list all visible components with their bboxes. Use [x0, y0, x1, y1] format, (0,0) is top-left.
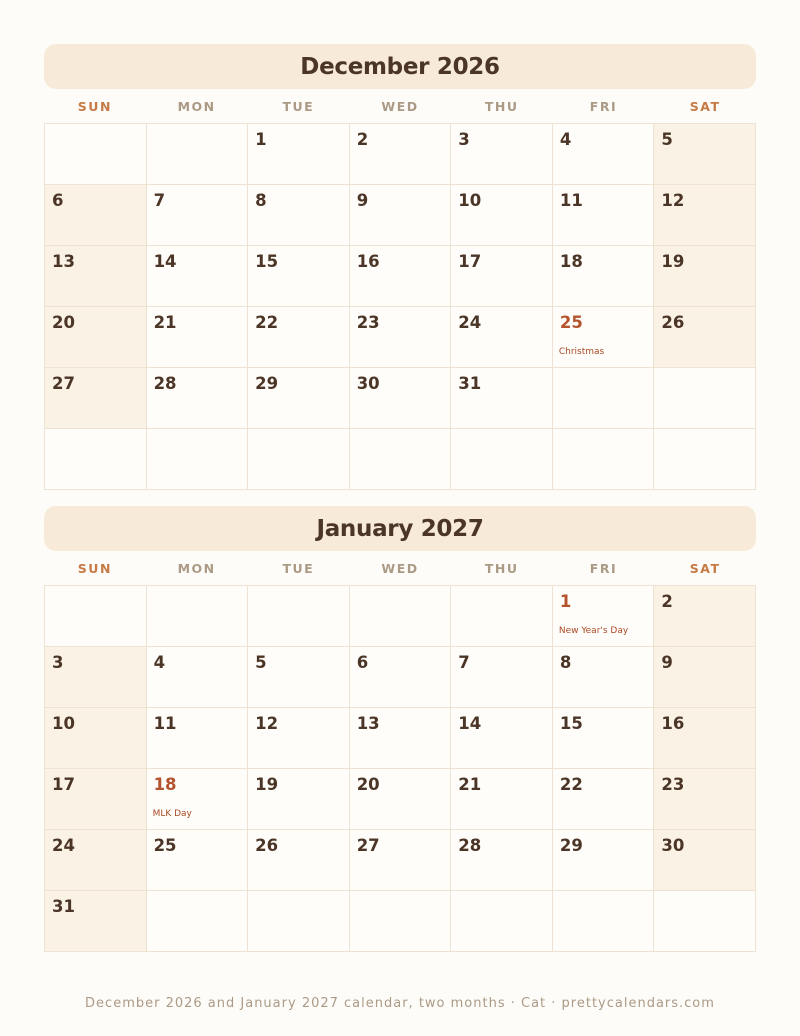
day-number: 20 [52, 313, 75, 332]
weekday-label: SUN [77, 98, 112, 114]
day-cell [147, 708, 249, 769]
day-cell [248, 368, 350, 429]
day-number: 7 [153, 191, 166, 210]
day-cell [45, 307, 147, 368]
day-cell [350, 830, 452, 891]
empty-day-cell [451, 429, 553, 490]
day-cell [451, 124, 553, 185]
day-cell [45, 708, 147, 769]
weekday-label: WED [381, 98, 419, 114]
empty-day-cell [451, 891, 553, 952]
empty-day-cell [248, 586, 350, 647]
day-number: 24 [458, 313, 482, 332]
day-cell [45, 246, 147, 307]
day-cell [45, 830, 147, 891]
day-number: 2 [661, 592, 673, 611]
holiday-label: New Year's Day [558, 626, 629, 636]
day-number: 11 [559, 191, 583, 210]
day-cell [45, 769, 147, 830]
day-cell [350, 769, 452, 830]
day-number: 21 [458, 775, 482, 794]
day-number: 10 [458, 191, 482, 210]
day-number: 3 [52, 653, 64, 672]
day-number: 22 [255, 313, 279, 332]
day-number: 30 [661, 836, 685, 855]
day-cell [451, 769, 553, 830]
weekday-label: SAT [689, 560, 721, 576]
day-number: 18 [559, 252, 583, 271]
day-number: 31 [458, 374, 482, 393]
day-number: 5 [255, 653, 267, 672]
footer-caption: December 2026 and January 2027 calendar, two months · Cat · prettycalendars.com [85, 996, 715, 1011]
month-title: January 2027 [316, 515, 484, 542]
day-cell [147, 647, 249, 708]
weekday-label: TUE [282, 98, 315, 114]
day-cell [248, 246, 350, 307]
day-number: 24 [52, 836, 75, 855]
day-number: 19 [255, 775, 279, 794]
day-cell [350, 368, 452, 429]
empty-day-cell [553, 429, 655, 490]
day-cell [553, 124, 655, 185]
day-number: 12 [255, 714, 279, 733]
day-cell [654, 124, 756, 185]
day-number: 14 [153, 252, 177, 271]
weekday-label: MON [177, 560, 216, 576]
day-number: 16 [356, 252, 380, 271]
day-number: 6 [52, 191, 64, 210]
day-number: 5 [661, 130, 673, 149]
day-number: 7 [458, 653, 470, 672]
empty-day-cell [147, 891, 249, 952]
day-number: 2 [356, 130, 369, 149]
weekday-label: SAT [689, 98, 721, 114]
day-number: 21 [153, 313, 177, 332]
day-cell [248, 307, 350, 368]
day-grid [44, 123, 756, 490]
day-cell [654, 246, 756, 307]
day-cell [553, 185, 655, 246]
day-number: 19 [661, 252, 685, 271]
day-cell [451, 708, 553, 769]
day-cell [451, 647, 553, 708]
day-number: 31 [52, 897, 75, 916]
day-cell [248, 185, 350, 246]
empty-day-cell [147, 124, 249, 185]
holiday-label: Christmas [558, 347, 605, 357]
day-number: 28 [153, 374, 177, 393]
day-cell [451, 368, 553, 429]
weekday-label: MON [177, 98, 216, 114]
day-number: 26 [661, 313, 685, 332]
day-cell [350, 246, 452, 307]
day-number: 10 [52, 714, 75, 733]
day-cell [451, 830, 553, 891]
day-cell [248, 769, 350, 830]
day-cell [654, 185, 756, 246]
weekday-label: TUE [282, 560, 315, 576]
day-cell [147, 307, 249, 368]
empty-day-cell [147, 586, 249, 647]
month-title: December 2026 [300, 53, 500, 80]
day-number: 8 [559, 653, 572, 672]
day-number: 11 [153, 714, 177, 733]
day-cell [654, 769, 756, 830]
day-number: 9 [356, 191, 369, 210]
day-number: 27 [52, 374, 75, 393]
day-cell [45, 647, 147, 708]
empty-day-cell [553, 368, 655, 429]
day-number: 8 [255, 191, 267, 210]
empty-day-cell [553, 891, 655, 952]
day-cell [654, 647, 756, 708]
day-cell [147, 368, 249, 429]
day-number: 30 [356, 374, 380, 393]
holiday-label: MLK Day [152, 809, 192, 819]
day-number: 25 [559, 313, 583, 332]
day-number: 6 [356, 653, 369, 672]
weekday-label: THU [484, 560, 519, 576]
empty-day-cell [654, 368, 756, 429]
day-cell [553, 246, 655, 307]
day-cell [553, 708, 655, 769]
month-december-2026 [44, 44, 756, 490]
weekday-header-row [44, 89, 756, 123]
weekday-label: FRI [589, 560, 618, 576]
day-number: 27 [356, 836, 380, 855]
day-number: 20 [356, 775, 380, 794]
day-cell [45, 368, 147, 429]
weekday-label: SUN [77, 560, 112, 576]
empty-day-cell [451, 586, 553, 647]
day-cell [248, 830, 350, 891]
day-cell [553, 830, 655, 891]
day-number: 16 [661, 714, 685, 733]
month-title-bar [44, 44, 756, 89]
day-cell [350, 647, 452, 708]
day-grid [44, 585, 756, 952]
day-cell [350, 124, 452, 185]
day-number: 17 [52, 775, 75, 794]
day-number: 22 [559, 775, 583, 794]
day-cell [553, 647, 655, 708]
empty-day-cell [248, 891, 350, 952]
day-number: 15 [559, 714, 583, 733]
day-number: 29 [255, 374, 279, 393]
weekday-label: WED [381, 560, 419, 576]
day-cell [147, 769, 249, 830]
empty-day-cell [654, 891, 756, 952]
day-number: 17 [458, 252, 482, 271]
day-number: 23 [356, 313, 380, 332]
day-number: 3 [458, 130, 470, 149]
day-number: 12 [661, 191, 685, 210]
day-number: 13 [52, 252, 75, 271]
day-cell [553, 307, 655, 368]
day-number: 28 [458, 836, 482, 855]
day-cell [45, 185, 147, 246]
day-number: 1 [255, 130, 267, 149]
empty-day-cell [350, 891, 452, 952]
day-cell [147, 185, 249, 246]
day-number: 23 [661, 775, 685, 794]
day-cell [451, 246, 553, 307]
day-number: 26 [255, 836, 279, 855]
day-number: 4 [153, 653, 166, 672]
empty-day-cell [45, 586, 147, 647]
day-number: 9 [661, 653, 673, 672]
day-cell [654, 708, 756, 769]
empty-day-cell [654, 429, 756, 490]
day-number: 25 [153, 836, 177, 855]
empty-day-cell [147, 429, 249, 490]
day-cell [45, 891, 147, 952]
day-cell [451, 307, 553, 368]
day-number: 15 [255, 252, 279, 271]
day-number: 4 [559, 130, 572, 149]
day-cell [553, 586, 655, 647]
day-cell [654, 830, 756, 891]
day-cell [147, 246, 249, 307]
day-number: 1 [559, 592, 572, 611]
day-cell [654, 307, 756, 368]
day-cell [147, 830, 249, 891]
empty-day-cell [350, 586, 452, 647]
weekday-label: THU [484, 98, 519, 114]
day-cell [248, 124, 350, 185]
weekday-header-row [44, 551, 756, 585]
month-title-bar [44, 506, 756, 551]
day-cell [350, 307, 452, 368]
day-number: 29 [559, 836, 583, 855]
day-cell [350, 708, 452, 769]
day-cell [451, 185, 553, 246]
empty-day-cell [248, 429, 350, 490]
day-cell [654, 586, 756, 647]
day-cell [248, 647, 350, 708]
month-january-2027 [44, 506, 756, 952]
day-number: 18 [153, 775, 177, 794]
empty-day-cell [45, 124, 147, 185]
day-number: 14 [458, 714, 482, 733]
day-cell [248, 708, 350, 769]
weekday-label: FRI [589, 98, 618, 114]
day-cell [350, 185, 452, 246]
day-cell [553, 769, 655, 830]
day-number: 13 [356, 714, 380, 733]
empty-day-cell [350, 429, 452, 490]
empty-day-cell [45, 429, 147, 490]
